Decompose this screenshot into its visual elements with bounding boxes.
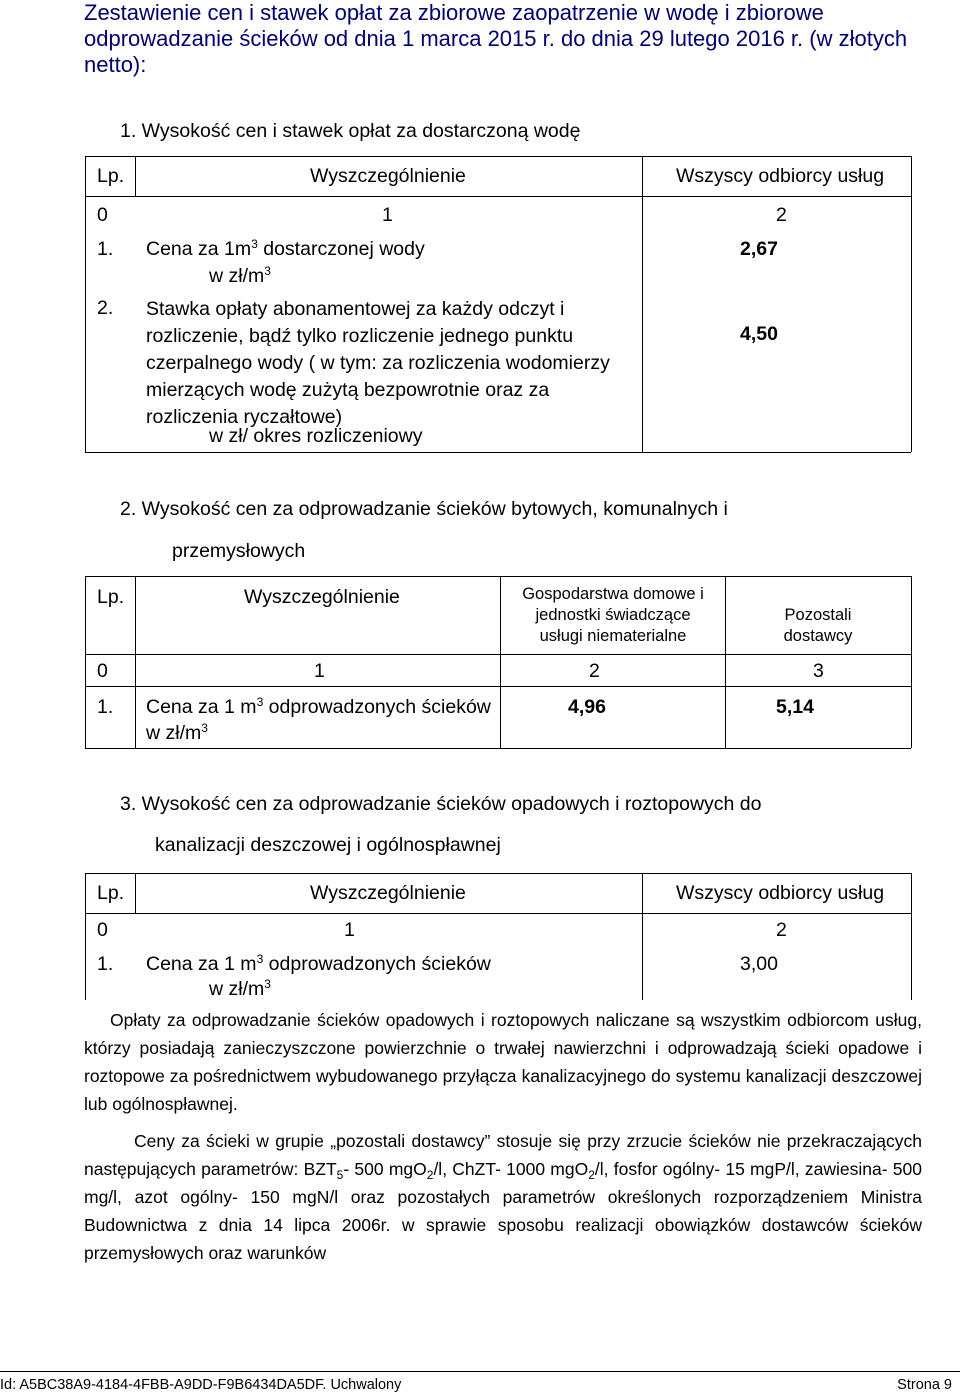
- table-2-num-2: 2: [589, 660, 600, 682]
- table-2-row-1-value-households: 4,96: [568, 696, 606, 718]
- table-2-num-1: 1: [314, 660, 325, 682]
- table-1-row-1-lp: 1.: [97, 238, 114, 260]
- table-1-num-1: 1: [382, 204, 393, 226]
- table-3-num-0: 0: [97, 919, 108, 941]
- footer-divider: [0, 1371, 960, 1372]
- table-3-num-2: 2: [776, 919, 787, 941]
- paragraph-rainwater-fees: Opłaty za odprowadzanie ścieków opadowych i roztopowych naliczane są wszystkim odbiorcom usług, którzy posiadają zanieczyszczone powierzchnie o trwałej nawierzchni i odprowadzają ścieki opadowe i roztopowe za pośrednictwem wybudowanego przyłącza kanalizacyjnego do systemu kanalizacji deszczowej lub ogólnospławnej.: [84, 1010, 922, 1114]
- section-2-heading: 2. Wysokość cen za odprowadzanie ścieków bytowych, komunalnych i: [120, 498, 728, 520]
- table-2-num-3: 3: [813, 660, 824, 682]
- table-2-row-1-unit: w $zł/m^3$: [146, 721, 208, 744]
- table-1-num-2: 2: [776, 204, 787, 226]
- table-1-row-2-unit: w zł/ okres rozliczeniowy: [209, 425, 423, 447]
- table-3-row-1-description: Cena za 1 $m^3$ odprowadzonych ścieków: [146, 952, 491, 975]
- table-1-header-lp: Lp.: [97, 165, 125, 187]
- table-2-header-households: Gospodarstwa domowe i jednostki świadczące usługi niematerialne: [522, 585, 704, 645]
- table-2-num-0: 0: [97, 660, 108, 682]
- table-3-num-1: 1: [344, 919, 355, 941]
- table-1-row-2-description: Stawka opłaty abonamentowej za każdy odczyt i rozliczenie, bądź tylko rozliczenie jednego punktu czerpalnego wody ( w tym: za rozliczenia wodomierzy mierzących wodę zużytą bezpowrotnie oraz za rozliczenia ryczałtowe): [146, 298, 610, 428]
- table-2-row-1-lp: 1.: [97, 696, 114, 718]
- table-3-row-1-lp: 1.: [97, 953, 114, 975]
- table-3-row-1-value: 3,00: [740, 953, 778, 975]
- table-3-header-description: Wyszczególnienie: [310, 882, 466, 904]
- table-2-header-other-suppliers: Pozostali dostawcy: [783, 606, 853, 645]
- table-2-header-lp: Lp.: [97, 586, 125, 608]
- table-1-row-2-lp: 2.: [97, 297, 114, 319]
- table-1-num-0: 0: [97, 204, 108, 226]
- paragraph-other-suppliers-conditions: Ceny za ścieki w grupie „pozostali dostawcy” stosuje się przy zrzucie ścieków nie przekraczających następujących parametrów: $BZT_5-$ 500 mgO$_2$/l, ChZT- 1000 mgO$_2$/l, fosfor ogólny- 15 mgP/l, zawiesina- 500 mg/l, azot ogólny- 150 mgN/l oraz pozostałych parametrów określonych rozporządzeniem Ministra Budownictwa z dnia 14 lipca 2006r. w sprawie sposobu realizacji obowiązków dostawców ścieków przemysłowych oraz warunków: [84, 1131, 922, 1263]
- table-2-header-description: Wyszczególnienie: [244, 586, 400, 608]
- table-2-row-1-value-other: 5,14: [776, 696, 814, 718]
- footer-document-id: Id: A5BC38A9-4184-4FBB-A9DD-F9B6434DA5DF. Uchwalony: [0, 1377, 402, 1393]
- table-2-row-1-description: Cena za 1 $m^3$ odprowadzonych ścieków: [146, 695, 491, 718]
- section-3-heading: 3. Wysokość cen za odprowadzanie ścieków opadowych i roztopowych do: [120, 793, 762, 815]
- document-title: Zestawienie cen i stawek opłat za zbiorowe zaopatrzenie w wodę i zbiorowe odprowadzanie ścieków od dnia 1 marca 2015 r. do dnia 29 lutego 2016 r. (w złotych netto):: [84, 0, 908, 77]
- section-1-heading: 1. Wysokość cen i stawek opłat za dostarczoną wodę: [120, 120, 581, 142]
- footer-page-number: Strona 9: [897, 1377, 952, 1393]
- table-1-row-1-unit: w $zł/m^3$: [209, 264, 271, 287]
- table-3-header-all-customers: Wszyscy odbiorcy usług: [676, 882, 885, 904]
- section-3-heading-cont: kanalizacji deszczowej i ogólnospławnej: [155, 834, 501, 856]
- table-3-row-1-unit: w $zł/m^3$: [209, 977, 271, 1000]
- table-1-header-all-customers: Wszyscy odbiorcy usług: [676, 165, 885, 187]
- table-1-header-description: Wyszczególnienie: [310, 165, 466, 187]
- table-1-row-1-value: 2,67: [740, 238, 778, 260]
- table-3-header-lp: Lp.: [97, 882, 125, 904]
- section-2-heading-cont: przemysłowych: [172, 540, 306, 562]
- table-1-row-1-description: Cena za $1m^3$ dostarczonej wody: [146, 237, 425, 260]
- table-1-row-2-value: 4,50: [740, 323, 778, 345]
